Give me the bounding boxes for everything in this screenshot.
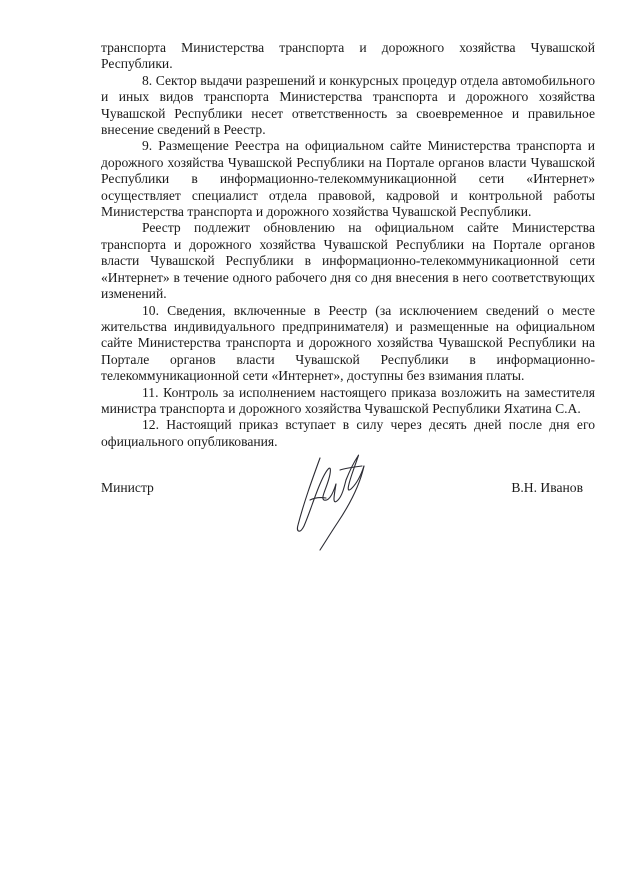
paragraph-11: 11. Контроль за исполнением настоящего приказа возложить на заместителя министра транспорта и дорожного хозяйства Чувашской Республики Яхатина С.А. — [101, 384, 595, 416]
signatory-name: В.Н. Иванов — [511, 480, 583, 495]
paragraph-9: 9. Размещение Реестра на официальном сайте Министерства транспорта и дорожного хозяйства Чувашской Республики на Портале органов власти Чувашской Республики в информационно-телекоммуникационной сети «Интернет» осуществляет специалист отдела правовой, кадровой и контрольной работы Министерства транспорта и дорожного хозяйства Чувашской Республики. — [101, 138, 595, 220]
document-body — [101, 40, 595, 450]
paragraph-12: 12. Настоящий приказ вступает в силу через десять дней после дня его официального опубликования. — [101, 417, 595, 449]
paragraph-9-update: Реестр подлежит обновлению на официальном сайте Министерства транспорта и дорожного хозяйства Чувашской Республики на Портале органов власти Чувашской Республики в информационно-телекоммуникационной сети «Интернет» в течение одного рабочего дня со дня внесения в него соответствующих изменений. — [101, 220, 595, 302]
signature-row — [101, 480, 595, 500]
paragraph-10: 10. Сведения, включенные в Реестр (за исключением сведений о месте жительства индивидуального предпринимателя) и размещенные на официальном сайте Министерства транспорта и дорожного хозяйства Чувашской Республики на Портале органов власти Чувашской Республики в информационно-телекоммуникационной сети «Интернет», доступны без взимания платы. — [101, 302, 595, 384]
signatory-title: Министр — [101, 480, 154, 495]
paragraph-continuation: транспорта Министерства транспорта и дорожного хозяйства Чувашской Республики. — [101, 40, 595, 72]
paragraph-8: 8. Сектор выдачи разрешений и конкурсных процедур отдела автомобильного и иных видов транспорта Министерства транспорта и дорожного хозяйства Чувашской Республики несет ответственность за своевременное и правильное внесение сведений в Реестр. — [101, 72, 595, 138]
